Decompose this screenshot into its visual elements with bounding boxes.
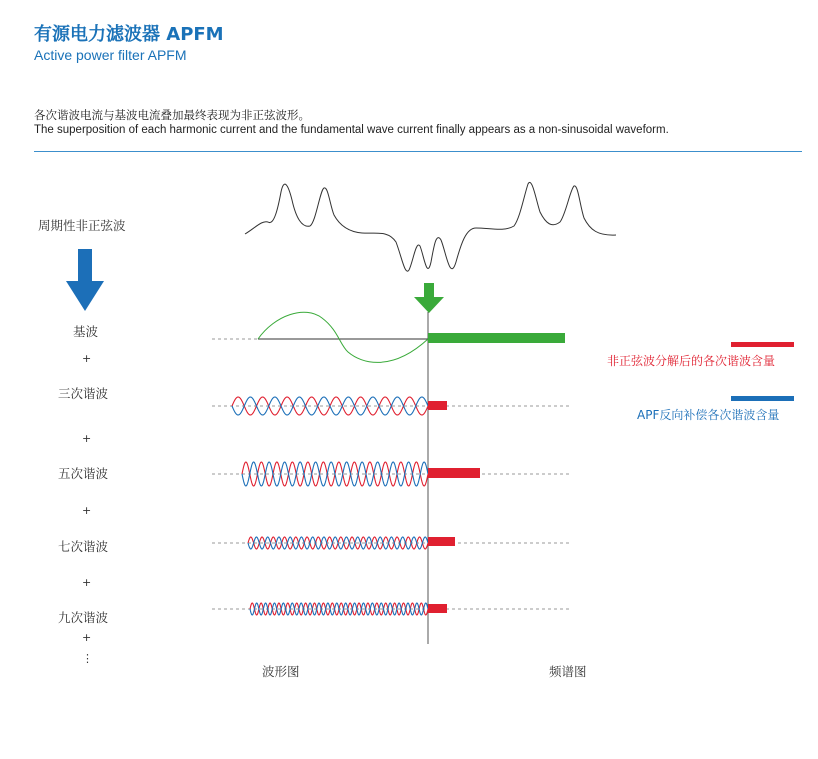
fundamental-wave [258, 312, 428, 362]
periodic-non-sinusoidal-wave [245, 182, 616, 271]
spectrum-axis-label: 频谱图 [549, 664, 587, 679]
arrow-down-icon [414, 283, 444, 313]
page-title-cn: 有源电力滤波器 APFM [34, 24, 224, 45]
spectrum-bar-fundamental [428, 333, 565, 343]
label-ninth-harmonic: 九次谐波 [58, 610, 109, 625]
plus-sign: + [82, 631, 92, 644]
legend-label-red: 非正弦波分解后的各次谐波含量 [607, 354, 776, 368]
ellipsis: ⋮ [82, 652, 93, 665]
legend-label-blue: APF反向补偿各次谐波含量 [637, 408, 780, 422]
spectrum-bar-third [428, 401, 447, 410]
spectrum-bar-fifth [428, 468, 480, 478]
label-seventh-harmonic: 七次谐波 [58, 539, 109, 554]
label-third-harmonic: 三次谐波 [58, 386, 109, 401]
legend-swatch-red [731, 342, 794, 347]
label-fundamental: 基波 [73, 324, 99, 339]
plus-sign: + [82, 432, 92, 445]
label-fifth-harmonic: 五次谐波 [58, 466, 109, 481]
description-cn: 各次谐波电流与基波电流叠加最终表现为非正弦波形。 [34, 108, 310, 122]
page-title-en: Active power filter APFM [34, 47, 187, 63]
legend-swatch-blue [731, 396, 794, 401]
waveform-axis-label: 波形图 [262, 664, 300, 679]
plus-sign: + [82, 504, 92, 517]
description-en: The superposition of each harmonic current and the fundamental wave current finally appears as a non-sinusoidal waveform. [34, 124, 669, 136]
arrow-down-icon [66, 249, 104, 311]
plus-sign: + [82, 352, 92, 365]
label-periodic-wave: 周期性非正弦波 [38, 218, 126, 233]
ninth-harmonic-wave-blue [250, 603, 428, 615]
spectrum-bar-seventh [428, 537, 455, 546]
harmonic-waves [232, 397, 428, 615]
plus-sign: + [82, 576, 92, 589]
spectrum-bar-ninth [428, 604, 447, 613]
